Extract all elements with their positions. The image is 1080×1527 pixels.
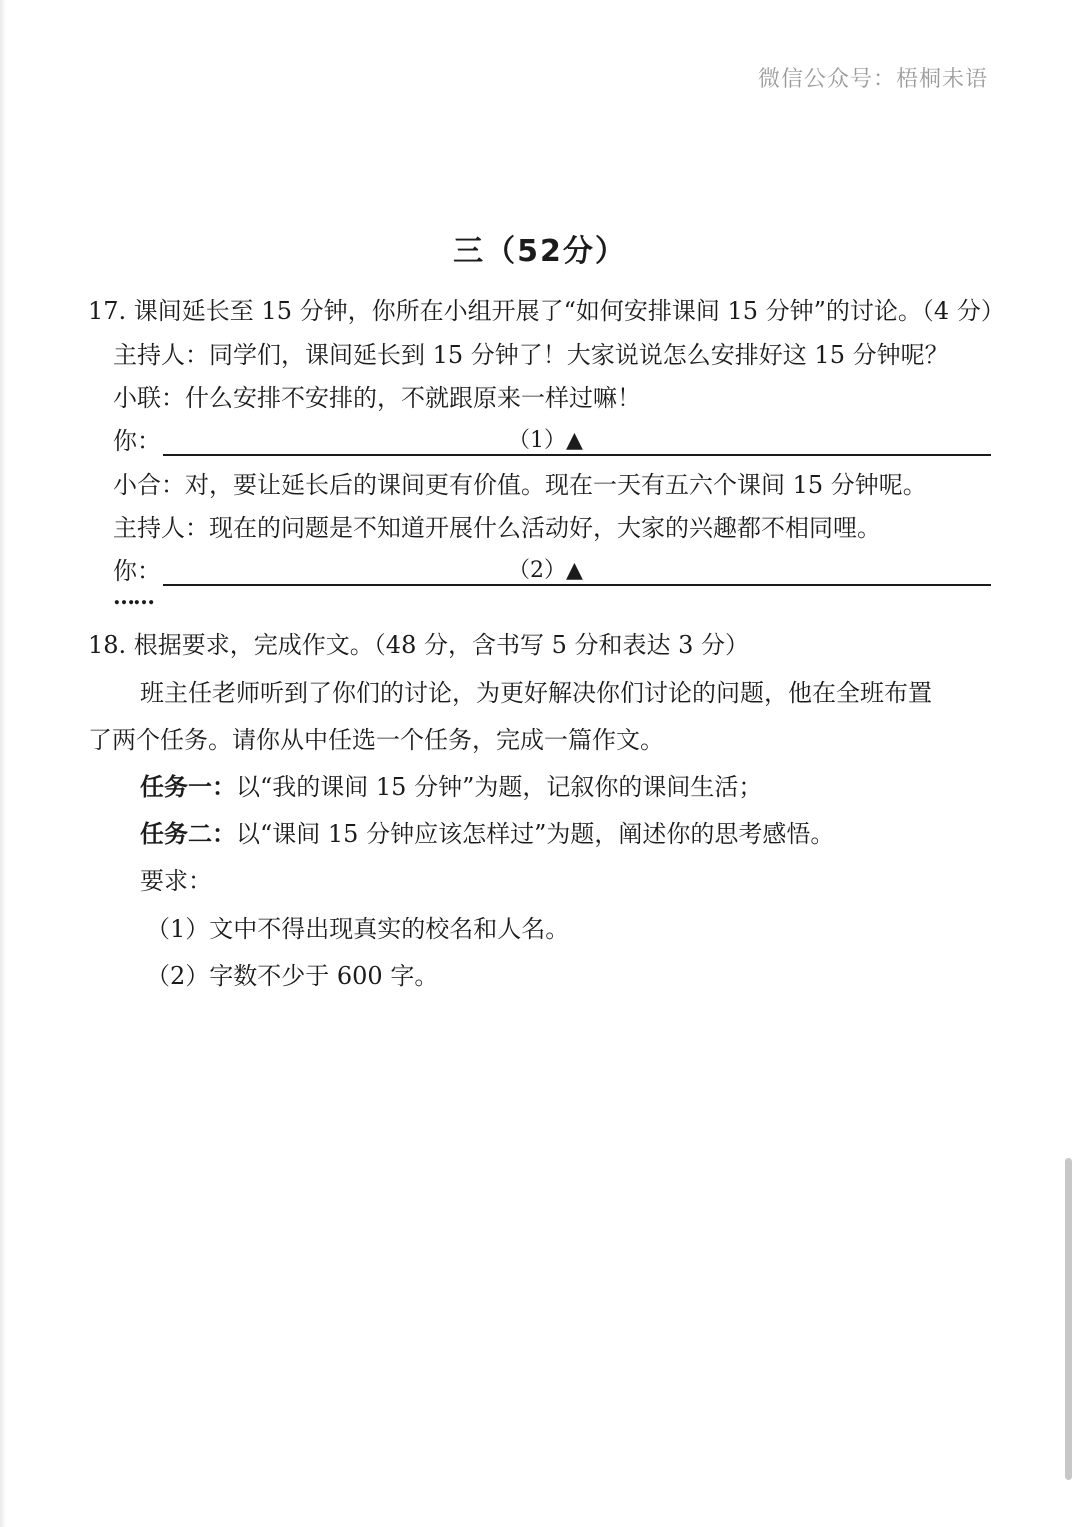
task-one <box>140 772 762 802</box>
task-two-text: 以“课间 15 分钟应该怎样过”为题，阐述你的思考感悟。 <box>236 820 835 848</box>
question-18-title: 18. 根据要求，完成作文。（48 分，含书写 5 分和表达 3 分） <box>88 631 750 659</box>
requirement-item-1: （1）文中不得出现真实的校名和人名。 <box>146 915 570 943</box>
answer-2-marker: （2）▲ <box>508 558 583 583</box>
dialogue-host-2: 主持人：现在的问题是不知道开展什么活动好，大家的兴趣都不相同哩。 <box>113 514 881 542</box>
prompt-paragraph-line-1: 班主任老师听到了你们的讨论，为更好解决你们讨论的问题，他在全班布置 <box>140 679 932 707</box>
answer-blank-2[interactable] <box>113 556 991 588</box>
answer-blank-1[interactable] <box>113 426 991 458</box>
watermark: 微信公众号：梧桐未语 <box>757 67 988 92</box>
answer-2-speaker: 你： <box>113 557 161 585</box>
dialogue-xiaolian: 小联：什么安排不安排的，不就跟原来一样过嘛！ <box>113 384 641 412</box>
requirements-label: 要求： <box>140 867 212 895</box>
answer-1-speaker: 你： <box>113 427 161 455</box>
dialogue-host-1: 主持人：同学们，课间延长到 15 分钟了！大家说说怎么安排好这 15 分钟呢？ <box>113 341 949 369</box>
requirement-item-2: （2）字数不少于 600 字。 <box>146 962 439 990</box>
dialogue-ellipsis: …… <box>113 584 153 610</box>
task-one-text: 以“我的课间 15 分钟”为题，记叙你的课间生活； <box>236 773 763 801</box>
task-one-label: 任务一： <box>140 772 236 801</box>
answer-1-marker: （1）▲ <box>508 428 583 453</box>
question-17-title: 17. 课间延长至 15 分钟，你所在小组开展了“如何安排课间 15 分钟”的讨论。（4 分） <box>88 297 1005 325</box>
section-title: 三（52分） <box>453 234 627 269</box>
task-two-label: 任务二： <box>140 819 236 848</box>
dialogue-xiaohe: 小合：对，要让延长后的课间更有价值。现在一天有五六个课间 15 分钟呢。 <box>113 471 927 499</box>
task-two <box>140 819 834 849</box>
vertical-scrollbar[interactable] <box>1065 1158 1072 1480</box>
prompt-paragraph-line-2: 了两个任务。请你从中任选一个任务，完成一篇作文。 <box>88 726 664 754</box>
